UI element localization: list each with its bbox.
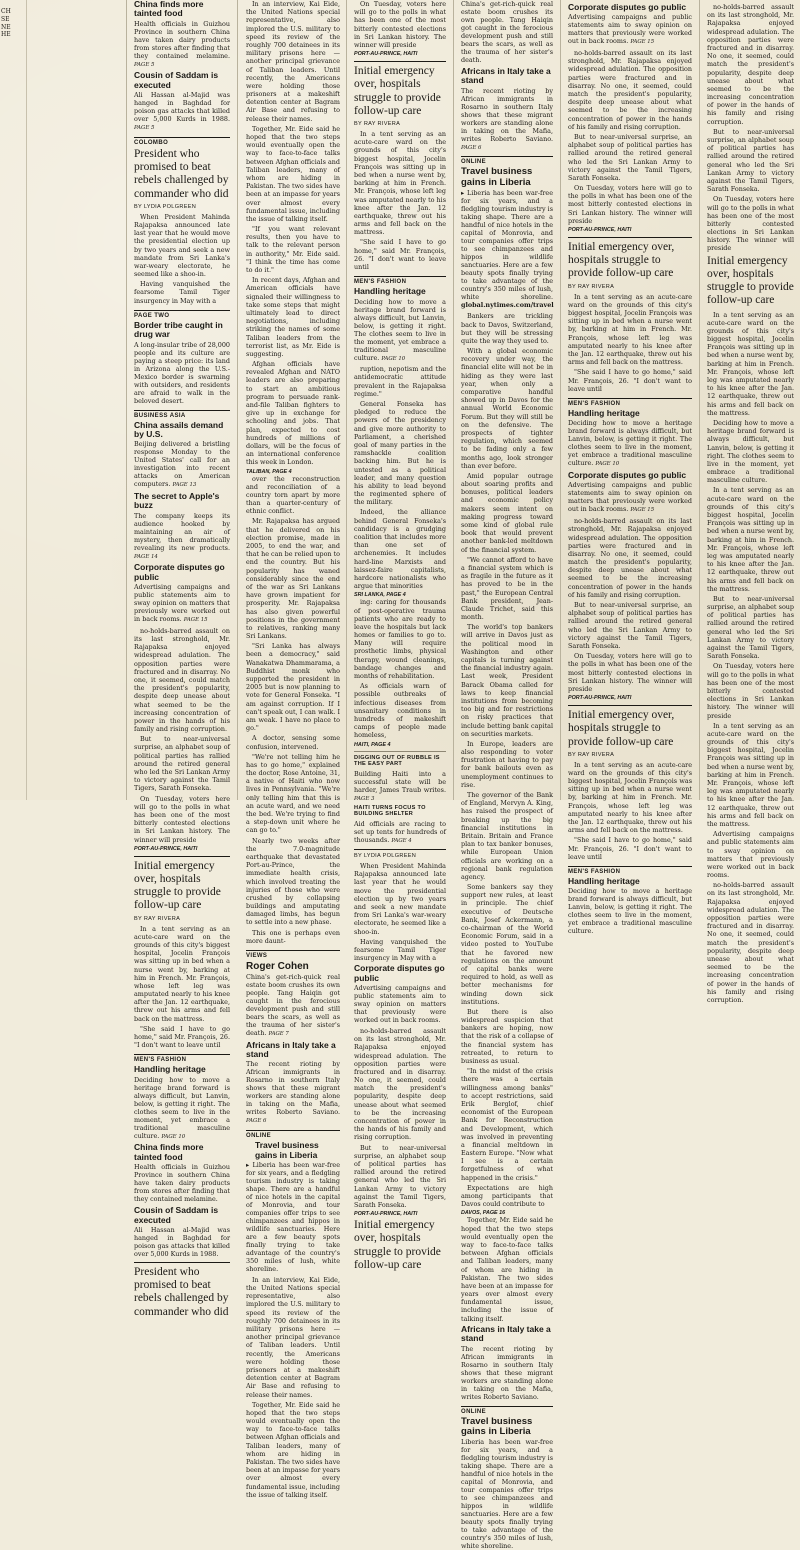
column-rule — [560, 0, 561, 800]
section-label: COLOMBO — [134, 137, 230, 146]
story-paragraph: In a tent serving as an acute-care ward on the grounds of this city's biggest hospital, Jocelin François was sitting up in bed when a nurse went by, barking at him in French. Mr. François, whose left leg was amputated nearly to his knee after the Jan. 12 earthquake, threw out his arms and fell back on the mattress. — [134, 924, 230, 1023]
story-paragraph: Nearly two weeks after the 7.0-magnitude earthquake that devastated Port-au-Prince, the immediate health crisis, which involved treating the injuries of those who were crushed by collapsing buildings and amputating damaged limbs, has begun to settle into a new phase. — [246, 836, 340, 927]
brief-body: Aid officials are racing to set up tents for hundreds of thousands. PAGE 4 — [354, 820, 446, 845]
story-paragraph: Having vanquished the fearsome Tamil Tiger insurgency in May with a — [354, 937, 446, 963]
byline: BY RAY RIVERA — [134, 915, 181, 922]
brief-body: A long-insular tribe of 28,000 people and its culture are paying a steep price: its land in Arizona along the U.S.-Mexico border is swarming with outsiders, and residents are afraid to walk in the beloved desert. — [134, 340, 230, 405]
haiti-column — [348, 0, 452, 1271]
story-paragraph: Together, Mr. Eide said he hoped that the two steps would eventually open the way to face-to-face talks between Afghan officials and Taliban leaders, many of whom are hiding in Pakistan. The two sides have been at an impasse for years over almost every fundamental issue, including the issue of talking itself. — [461, 1216, 553, 1323]
section-label: MEN'S FASHION — [568, 866, 692, 875]
brief-body: The recent rioting by African immigrants in Rosarno in southern Italy shows that these migrant workers are standing alone in taking on the Mafia, writes Roberto Saviano. PAGE 6 — [461, 86, 553, 151]
edge-text: SE — [1, 15, 10, 23]
brief-body: Advertising campaigns and public statements aim to sway opinion on matters that previously were worked out in back rooms. PAGE 15 — [568, 13, 692, 46]
brief-body: Liberia has been war-free for six years, and a fledgling tourism industry is taking shape. There are a handful of nice hotels in the capital of Monrovia, and tour companies offer trips to see chimpanzees and hippos in wildlife sanctuaries. Here are a few beauty spots finally trying to take advantage of the country's 350 miles of lush, white shoreline. — [461, 1438, 553, 1550]
story-paragraph: On Tuesday, voters here will go to the polls in what has been one of the most bitterly contested elections in Sri Lankan history. The winner will preside — [568, 652, 692, 693]
brief-headline[interactable]: Corporate disputes go public — [134, 562, 225, 582]
left-edge-column — [0, 0, 27, 800]
brief-body: Ali Hassan al-Majid was hanged in Baghdad for poison gas attacks that killed over 5,000 Kurds in 1988. — [134, 1225, 230, 1258]
brief-body: The recent rioting by African immigrants in Rosarno in southern Italy shows that these migrant workers are standing alone in taking on the Mafia, writes Roberto Saviano. — [461, 1344, 553, 1401]
mouse-icon: ▸ — [246, 1160, 250, 1169]
story-paragraph: Amid popular outrage about soaring profits and bonuses, political leaders and economic policy makers seem intent on making progress toward some kind of global rule book that would prevent another bank-led meltdown of the financial system. — [461, 471, 553, 554]
story-paragraph: ruption, nepotism and the antidemocratic attitude prevalent in the Rajapaksa regime." — [354, 365, 446, 398]
brief-headline[interactable]: Travel business gains in Liberia — [461, 166, 533, 188]
brief-body: The company keeps its audience hooked by maintaining an air of mystery, then dramatically revealing its new products. PAGE 14 — [134, 511, 230, 560]
story-paragraph: But to near-universal surprise, an alphabet soup of political parties has rallied around the retired general who led the Sri Lankan Army to victory against the Tamil Tigers, Sarath Fonseka. — [568, 601, 692, 650]
section-label: ONLINE — [461, 156, 553, 165]
story-paragraph: ing: caring for thousands of post-operative trauma patients who are ready to leave the hospitals but lack homes or families to go to. Many will require prosthetic limbs, physical therapy, wound cleanings, bandage changes and months of rehabilitation. — [354, 598, 446, 681]
story-paragraph: Some bankers say they support new rules, at least in principle. The chief executive of Deutsche Bank, Josef Ackermann, a co-chairman of the World Economic Forum, said in a video posted to YouTube that he favored new regulations on the amount of capital banks were required to hold, as well as better mechanisms for winding down sick institutions. — [461, 883, 553, 1006]
byline: BY LYDIA POLGREEN — [134, 203, 197, 210]
dateline: PORT-AU-PRINCE, HAITI — [354, 51, 418, 58]
story-paragraph: With a global economic recovery under way, the financial elite will not be in hiding as they were last year, when only a comparative handful showed up in Davos for the annual World Economic Forum. But they will still be on the defensive. The prospects of tighter regulation, which seemed to be fading only a few months ago, look stronger than ever before. — [461, 347, 553, 470]
section-label: PAGE TWO — [134, 310, 230, 319]
story-paragraph: On Tuesday, voters here will go to the polls in what has been one of the most bitterly contested elections in Sri Lankan history. The winner will preside — [568, 184, 692, 225]
byline: BY LYDIA POLGREEN — [354, 853, 417, 860]
brief-body: Building Haiti into a successful state will be harder, James Traub writes. PAGE 3 — [354, 769, 446, 802]
right-column — [562, 0, 698, 936]
brief-headline[interactable]: Africans in Italy take a stand — [461, 66, 551, 86]
divider — [354, 751, 446, 752]
brief-headline[interactable]: Africans in Italy take a stand — [461, 1323, 551, 1344]
story-paragraph: But to near-universal surprise, an alphabet soup of political parties has rallied around the retired general who led the Sri Lankan Army to victory against the Tamil Tigers, Sarath Fonseka. — [134, 735, 230, 793]
story-paragraph: no-holds-barred assault on its last stronghold, Mr. Rajapaksa enjoyed widespread adulation. The opposition parties were fractured and in disarray. No one, it seemed, could match the president's popularity, despite deep unease about what seemed to be the increasing concentration of power in the hands of his family and rising corruption. — [354, 1026, 446, 1142]
brief-body: Advertising campaigns and public statements aim to sway opinion on matters that previously were worked out in back rooms. — [354, 983, 446, 1024]
brief-headline[interactable]: Roger Cohen — [246, 961, 309, 972]
brief-body: Ali Hassan al-Majid was hanged in Baghdad for poison gas attacks that killed over 5,000 Kurds in 1988. PAGE 5 — [134, 91, 230, 132]
story-headline[interactable]: Initial emergency over, hospitals struggle to provide follow-up care — [354, 65, 441, 117]
story-paragraph: "She said I have to go home," said Mr. François, 26. "I don't want to leave until — [354, 238, 446, 271]
brief-headline[interactable]: Corporate disputes go public — [354, 963, 445, 983]
brief-body: Deciding how to move a heritage brand forward is always difficult, but Lanvin, below, is getting it right. The clothes seem to live in the moment, yet embrace a traditional masculine culture. PAGE 10 — [354, 297, 446, 362]
story-paragraph: In an interview, Kai Eide, the United Nations special representative, also implored the U.S. military to speed its review of the roughly 700 detainees in its military prisons here — another principal grievance of Taliban leaders. Until recently, the Americans were holding those prisoners at a makeshift detention center at Bagram Air Base and refusing to release their names. — [246, 0, 340, 123]
story-paragraph: The governor of the Bank of England, Mervyn A. King, has raised the prospect of breaking up the big financial institutions in Britain. Britain and France plan to tax banker bonuses, while European Union officials are working on a regional bank regulation agency. — [461, 791, 553, 881]
brief-body: Health officials in Guizhou Province in southern China have taken dairy products from stores after finding that they contained melamine. PAGE 5 — [134, 19, 230, 68]
divider — [354, 849, 446, 850]
brief-headline[interactable]: Handling heritage — [568, 407, 640, 418]
brief-body: Deciding how to move a heritage brand forward is always difficult, but Lanvin, below, is getting it right. The clothes seem to live in the moment, yet embrace a traditional masculine culture. PAGE 10 — [134, 1075, 230, 1140]
story-paragraph: A doctor, sensing some confusion, intervened. — [246, 734, 340, 751]
story-paragraph: over the reconstruction and reconciliation of a country torn apart by more than a quarter-century of ethnic conflict. — [246, 474, 340, 516]
story-paragraph: Mr. Rajapaksa has argued that he delivered on his election promise, made in 2005, to end the war, and that he can be relied upon to end the country. But his popularity has waned considerably since the end of the war as Sri Lankans have grown impatient for prosperity. Mr. Rajapaksa has also given powerful positions in the government to relatives, ranking many Sri Lankans. — [246, 517, 340, 641]
brief-headline[interactable]: Africans in Italy take a stand — [246, 1039, 336, 1060]
story-paragraph: In a tent serving as an acute-care ward on the grounds of this city's biggest hospital, Jocelin François was sitting up in bed when a nurse went by, barking at him in French. Mr. François, whose left leg was amputated nearly to his knee after the Jan. 12 earthquake, threw out his arms and fell back on the mattress. — [354, 130, 446, 237]
mouse-icon: ▸ — [461, 189, 465, 198]
story-paragraph: Afghan officials have revealed Afghan and NATO leaders are also preparing to start an ambitious program to persuade rank-and-file Taliban fighters to give up in exchange for schooling and jobs. That plan, expected to cost hundreds of millions of dollars, will be the focus of an international conference this week in London. — [246, 360, 340, 467]
brief-headline[interactable]: Border tribe caught in drug war — [134, 319, 223, 340]
story-paragraph: When President Mahinda Rajapaksa announced late last year that he would move the presidential election up by two years and seek a new mandate from Sri Lanka's war-weary electorate, he seemed like a shoo-in. — [354, 862, 446, 936]
brief-body: The recent rioting by African immigrants in Rosarno in southern Italy shows that these migrant workers are standing alone in taking on the Mafia, writes Roberto Saviano. PAGE 6 — [246, 1060, 340, 1125]
story-paragraph: Deciding how to move a heritage brand forward is always difficult, but Lanvin, below, is getting it right. The clothes seem to live in the moment, yet embrace a traditional masculine culture. — [707, 418, 794, 485]
far-right-column — [701, 0, 800, 1004]
story-paragraph: General Fonseka has pledged to reduce the powers of the presidency and give more authority to Parliament, a cherished goal of many parties in the ramshackle coalition backing him. But he is untested as a political leader, and many question his ability to lead beyond the regimented sphere of the military. — [354, 400, 446, 507]
section-label: MEN'S FASHION — [568, 398, 692, 407]
story-paragraph: In a tent serving as an acute-care ward on the grounds of this city's biggest hospital, Jocelin François was sitting up in bed when a nurse went by, barking at him in French. Mr. François, whose left leg was amputated nearly to his knee after the Jan. 12 earthquake, threw out his arms and fell back on the mattress. — [568, 760, 692, 835]
story-paragraph: In a tent serving as an acute-care ward on the grounds of this city's biggest hospital, Jocelin François was sitting up in bed when a nurse went by, barking at him in French. Mr. François, whose left leg was amputated nearly to his knee after the Jan. 12 earthquake, threw out his arms and fell back on the mattress. — [568, 292, 692, 367]
brief-body: China's get-rich-quick real estate boom crushes its own people. Tang Haiqin got caught in the ferocious development push and still bears the scars, as well as the trauma of her sister's death. PAGE 7 — [246, 973, 340, 1037]
story-paragraph: But to near-universal surprise, an alphabet soup of political parties has rallied around the retired general who led the Sri Lankan Army to victory against the Tamil Tigers, Sarath Fonseka. — [707, 127, 794, 194]
divider — [134, 1262, 230, 1263]
brief-body: Advertising campaigns and public statements aim to sway opinion on matters that previously were worked out in back rooms. PAGE 15 — [568, 481, 692, 514]
story-paragraph: "If you want relevant results, then you have to talk to the relevant person in authority," Mr. Eide said. "I think the time has come to do it." — [246, 225, 340, 274]
story-paragraph: In a tent serving as an acute-care ward on the grounds of this city's biggest hospital, Jocelin François was sitting up in bed when a nurse went by, barking at him in French. Mr. François, whose left leg was amputated nearly to his knee after the Jan. 12 earthquake, threw out his arms and fell back on the mattress. — [707, 721, 794, 828]
brief-body: ▸ Liberia has been war-free for six years, and a fledgling tourism industry is taking shape. There are a handful of nice hotels in the capital of Monrovia, and tour companies offer trips to see chimpanzees and hippos in wildlife sanctuaries. Here are a few beauty spots finally trying to take advantage of the country's 350 miles of lush, white shoreline. — [246, 1160, 340, 1273]
story-paragraph: "She said I have to go home," said Mr. François, 26. "I don't want to leave until — [134, 1024, 230, 1050]
column-rule — [346, 0, 347, 800]
story-paragraph: "She said I have to go home," said Mr. François, 26. "I don't want to leave until — [568, 368, 692, 393]
story-paragraph: The world's top bankers will arrive in Davos just as the political mood in Washington and other capitals is turning against the financial industry again. Last week, President Barack Obama called for laws to keep financial institutions from becoming too big and for restrictions on risky practices that include betting bank capital on securities markets. — [461, 623, 553, 738]
dateline: TALIBAN, PAGE 4 — [246, 468, 292, 475]
column-rule — [453, 0, 454, 800]
brief-headline[interactable]: China finds more tainted food — [134, 1142, 204, 1162]
story-paragraph: "In the midst of the crisis there was a certain willingness among banks" to accept restrictions, said Erik Berglof, chief economist of the European Bank for Reconstruction and Development, which was involved in preventing a financial meltdown in Eastern Europe. "Now what I see is a certain forgetfulness of what happened in the crisis." — [461, 1067, 553, 1182]
brief-body: China's get-rich-quick real estate boom crushes its own people. Tang Haiqin got caught in the ferocious development push and still bears the scars, as well as the trauma of her sister's death. — [461, 0, 553, 64]
brief-headline[interactable]: Handling heritage — [354, 286, 426, 297]
section-label: BUSINESS ASIA — [134, 410, 230, 419]
story-paragraph: no-holds-barred assault on its last stronghold, Mr. Rajapaksa enjoyed widespread adulation. The opposition parties were fractured and in disarray. No one, it seemed, could match the president's popularity, despite deep unease about what seemed to be the increasing concentration of power in the hands of his family and rising corruption. — [568, 49, 692, 131]
dateline: SRI LANKA, PAGE 4 — [354, 592, 406, 599]
story-paragraph: Advertising campaigns and public statements aim to sway opinion on matters that previously were worked out in back rooms. — [707, 830, 794, 880]
story-paragraph: On Tuesday, voters here will go to the polls in what has been one of the most bitterly contested elections in Sri Lankan history. The winner will preside — [707, 195, 794, 253]
related-headline[interactable]: DIGGING OUT OF RUBBLE IS THE EASY PART — [354, 754, 440, 767]
section-label: VIEWS — [246, 950, 340, 959]
column-rule — [237, 0, 238, 800]
story-paragraph: When President Mahinda Rajapaksa announced late last year that he would move the presidential election up by two years and seek a new mandate from Sri Lanka's war-weary electorate, he seemed like a shoo-in. — [134, 212, 230, 279]
divider — [354, 61, 446, 62]
story-paragraph: Together, Mr. Eide said he hoped that the two steps would eventually open the way to face-to-face talks between Afghan officials and Taliban leaders, many of whom are hiding in Pakistan. The two sides have been at an impasse for years over almost every fundamental issue, including the issue of talking itself. — [246, 1400, 340, 1499]
afghan-column — [240, 0, 346, 1499]
story-paragraph: "We're not telling him he has to go home," explained the doctor, Rose Antoine, 31, a native of Haiti who now lives in Pennsylvania. "We're only telling him that this is an acute ward, and we need the bed. We're trying to find a step-down unit where he can go to." — [246, 752, 340, 835]
divider — [568, 705, 692, 706]
story-paragraph: no-holds-barred assault on its last stronghold, Mr. Rajapaksa enjoyed widespread adulation. The opposition parties were fractured and in disarray. No one, it seemed, could match the president's popularity, despite deep unease about what seemed to be the increasing concentration of power in the hands of his family and rising corruption. — [134, 626, 230, 734]
story-paragraph: Expectations are high among participants that Davos could contribute to — [461, 1183, 553, 1209]
story-paragraph: Having vanquished the fearsome Tamil Tiger insurgency in May with a — [134, 280, 230, 305]
brief-body: ▸ Liberia has been war-free for six years, and a fledgling tourism industry is taking shape. There are a handful of nice hotels in the capital of Monrovia, and tour companies offer trips to see chimpanzees and hippos in wildlife sanctuaries. Here are a few beauty spots finally trying to take advantage of the country's 350 miles of lush, white shoreline. global.nytimes.com/travel — [461, 189, 554, 310]
brief-headline[interactable]: Travel business gains in Liberia — [255, 1140, 319, 1160]
brief-body: Beijing delivered a bristling response Monday to the United States' call for an investigation into recent attacks on American computers. PAGE 13 — [134, 440, 230, 489]
dateline: PORT-AU-PRINCE, HAITI — [568, 695, 632, 702]
brief-headline[interactable]: China finds more tainted food — [134, 0, 204, 19]
story-paragraph: In an interview, Kai Eide, the United Nations special representative, also implored the U.S. military to speed its review of the roughly 700 detainees in its military prisons here — another principal grievance of Taliban leaders. Until recently, the Americans were holding those prisoners at a makeshift detention center at Bagram Air Base and refusing to release their names. — [246, 1275, 340, 1399]
story-paragraph: In a tent serving as an acute-care ward on the grounds of this city's biggest hospital, Jocelin François was sitting up in bed when a nurse went by, barking at him in French. Mr. François, whose left leg was amputated nearly to his knee after the Jan. 12 earthquake, threw out his arms and fell back on the mattress. — [707, 486, 794, 593]
brief-body: Deciding how to move a heritage brand forward is always difficult, but Lanvin, below, is getting it right. The clothes seem to live in the moment, yet embrace a traditional masculine culture. PAGE 10 — [568, 419, 692, 468]
story-paragraph: "Sri Lanka has always been a democracy," said Wanakatwa Dhammarama, a Buddhist monk who supported the president in 2005 but is now planning to vote for General Fonseka. "I am against corruption. If I can't speak out, I can walk. I am weak. I have no place to go." — [246, 642, 340, 733]
edge-text: NE — [1, 23, 11, 31]
column-rule — [126, 0, 127, 800]
story-paragraph: This one is perhaps even more daunt- — [246, 928, 340, 945]
brief-headline[interactable]: The secret to Apple's buzz — [134, 490, 220, 511]
story-headline[interactable]: President who promised to beat rebels challenged by commander who did — [134, 1265, 229, 1318]
section-label: MEN'S FASHION — [134, 1054, 230, 1063]
byline: BY RAY RIVERA — [568, 283, 615, 290]
brief-headline[interactable]: Handling heritage — [134, 1064, 206, 1075]
brief-headline[interactable]: Corporate disputes go public — [568, 470, 687, 481]
story-paragraph: But to near-universal surprise, an alphabet soup of political parties has rallied around the retired general who led the Sri Lankan Army to victory against the Tamil Tigers, Sarath Fonseka. — [354, 1143, 446, 1209]
story-paragraph: In Europe, leaders are also responding to voter frustration at having to pay for bank bailouts even as unemployment continues to rise. — [461, 739, 553, 789]
brief-headline[interactable]: Handling heritage — [568, 875, 640, 886]
dateline: PORT-AU-PRINCE, HAITI — [134, 845, 198, 852]
brief-headline[interactable]: Travel business gains in Liberia — [461, 1415, 533, 1437]
story-paragraph: As officials warn of possible outbreaks of infectious diseases from unsanitary conditions in hundreds of makeshift camps of people made homeless, — [354, 682, 446, 740]
edge-text: CH — [1, 8, 11, 15]
story-headline[interactable]: President who promised to beat rebels challenged by commander who did — [134, 147, 229, 200]
story-paragraph: But there is also widespread suspicion that bankers are hoping, now that the risk of a collapse of the financial system has retreated, to return to business as usual. — [461, 1007, 553, 1065]
story-paragraph: In recent days, Afghan and American officials have signaled their willingness to take some steps that might ultimately lead to direct negotiations, including striking the names of some Taliban leaders from the terrorist list, as Mr. Eide is suggesting. — [246, 276, 340, 358]
story-paragraph: But to near-universal surprise, an alphabet soup of political parties has rallied around the retired general who led the Sri Lankan Army to victory against the Tamil Tigers, Sarath Fonseka. — [568, 132, 692, 182]
dateline: HAITI, PAGE 4 — [354, 741, 391, 748]
column-rule — [699, 0, 700, 800]
story-paragraph: In a tent serving as an acute-care ward on the grounds of this city's biggest hospital, Jocelin François was sitting up in bed when a nurse went by, barking at him in French. Mr. François, whose left leg was amputated nearly to his knee after the Jan. 12 earthquake, threw out his arms and fell back on the mattress. — [707, 310, 794, 417]
dateline: PORT-AU-PRINCE, HAITI — [354, 1211, 418, 1218]
brief-headline[interactable]: Corporate disputes go public — [568, 2, 687, 12]
story-headline[interactable]: Initial emergency over, hospitals struggle to provide follow-up care — [707, 254, 794, 307]
story-headline[interactable]: Initial emergency over, hospitals struggle to provide follow-up care — [134, 859, 221, 912]
story-paragraph: "She said I have to go home," said Mr. François, 26. "I don't want to leave until — [568, 836, 692, 861]
byline: BY RAY RIVERA — [354, 121, 401, 127]
story-headline[interactable]: Initial emergency over, hospitals struggle to provide follow-up care — [568, 709, 675, 748]
divider — [568, 237, 692, 238]
story-paragraph: But to near-universal surprise, an alphabet soup of political parties has rallied around the retired general who led the Sri Lankan Army to victory against the Tamil Tigers, Sarath Fonseka. — [707, 594, 794, 661]
edge-text: HE — [1, 31, 11, 39]
section-label: MEN'S FASHION — [354, 276, 446, 285]
story-paragraph: no-holds-barred assault on its last stronghold, Mr. Rajapaksa enjoyed widespread adulation. The opposition parties were fractured and in disarray. No one, it seemed, could match the president's popularity, despite deep unease about what seemed to be the increasing concentration of power in the hands of his family and rising corruption. — [707, 3, 794, 126]
davos-column — [455, 0, 559, 1550]
dateline: PORT-AU-PRINCE, HAITI — [568, 227, 632, 234]
dateline: DAVOS, PAGE 16 — [461, 1210, 506, 1217]
byline: BY RAY RIVERA — [568, 751, 615, 758]
story-paragraph: On Tuesday, voters here will go to the polls in what has been one of the most bitterly contested elections in Sri Lankan history. The winner will preside — [707, 662, 794, 720]
related-headline[interactable]: HAITI TURNS FOCUS TO BUILDING SHELTER — [354, 805, 426, 818]
story-paragraph: "We cannot afford to have a financial system which is as fragile in the future as it has proved to be in the past," the European Central Bank president, Jean-Claude Trichet, said this month. — [461, 555, 553, 622]
brief-headline[interactable]: China assails demand by U.S. — [134, 419, 224, 439]
story-paragraph: On Tuesday, voters here will go to the polls in what has been one of the most bitterly contested elections in Sri Lankan history. The winner will preside — [354, 0, 446, 49]
story-paragraph: On Tuesday, voters here will go to the polls in what has been one of the most bitterly contested elections in Sri Lankan history. The winner will preside — [134, 794, 230, 844]
section-label: ONLINE — [461, 1406, 553, 1415]
section-label: ONLINE — [246, 1130, 340, 1139]
divider — [134, 856, 230, 857]
briefs-column — [128, 0, 236, 1318]
story-paragraph: Indeed, the alliance behind General Fonseka's candidacy is a grudging coalition that includes more than one set of archenemies. It includes hard-line Marxists and laissez-faire capitalists, hardcore nationalists who argue that minorities — [354, 508, 446, 591]
story-headline[interactable]: Initial emergency over, hospitals struggle to provide follow-up care — [354, 1219, 441, 1271]
story-paragraph: no-holds-barred assault on its last stronghold, Mr. Rajapaksa enjoyed widespread adulation. The opposition parties were fractured and in disarray. No one, it seemed, could match the president's popularity, despite deep unease about what seemed to be the increasing concentration of power in the hands of his family and rising corruption. — [568, 517, 692, 599]
story-paragraph: no-holds-barred assault on its last stronghold, Mr. Rajapaksa enjoyed widespread adulation. The opposition parties were fractured and in disarray. No one, it seemed, could match the president's popularity, despite deep unease about what seemed to be the increasing concentration of power in the hands of his family and rising corruption. — [707, 881, 794, 1004]
story-headline[interactable]: Initial emergency over, hospitals struggle to provide follow-up care — [568, 241, 675, 280]
story-paragraph: Bankers are trickling back to Davos, Switzerland, but they will be stressing quite the way they used to. — [461, 312, 553, 345]
brief-headline[interactable]: Cousin of Saddam is executed — [134, 1205, 219, 1225]
story-paragraph: Together, Mr. Eide said he hoped that the two steps would eventually open the way to face-to-face talks between Afghan officials and Taliban leaders, many of whom are hiding in Pakistan. The two sides have been at an impasse for years over almost every fundamental issue, including the issue of talking itself. — [246, 124, 340, 223]
brief-body: Health officials in Guizhou Province in southern China have taken dairy products from stores after finding that they contained melamine. — [134, 1163, 230, 1204]
brief-body: Deciding how to move a heritage brand forward is always difficult, but Lanvin, below, is getting it right. The clothes seem to live in the moment, yet embrace a traditional masculine culture. — [568, 887, 692, 936]
brief-body: Advertising campaigns and public statements aim to sway opinion on matters that previously were worked out in back rooms. PAGE 15 — [134, 583, 230, 624]
web-link[interactable]: global.nytimes.com/travel — [461, 301, 554, 310]
brief-headline[interactable]: Cousin of Saddam is executed — [134, 70, 219, 90]
